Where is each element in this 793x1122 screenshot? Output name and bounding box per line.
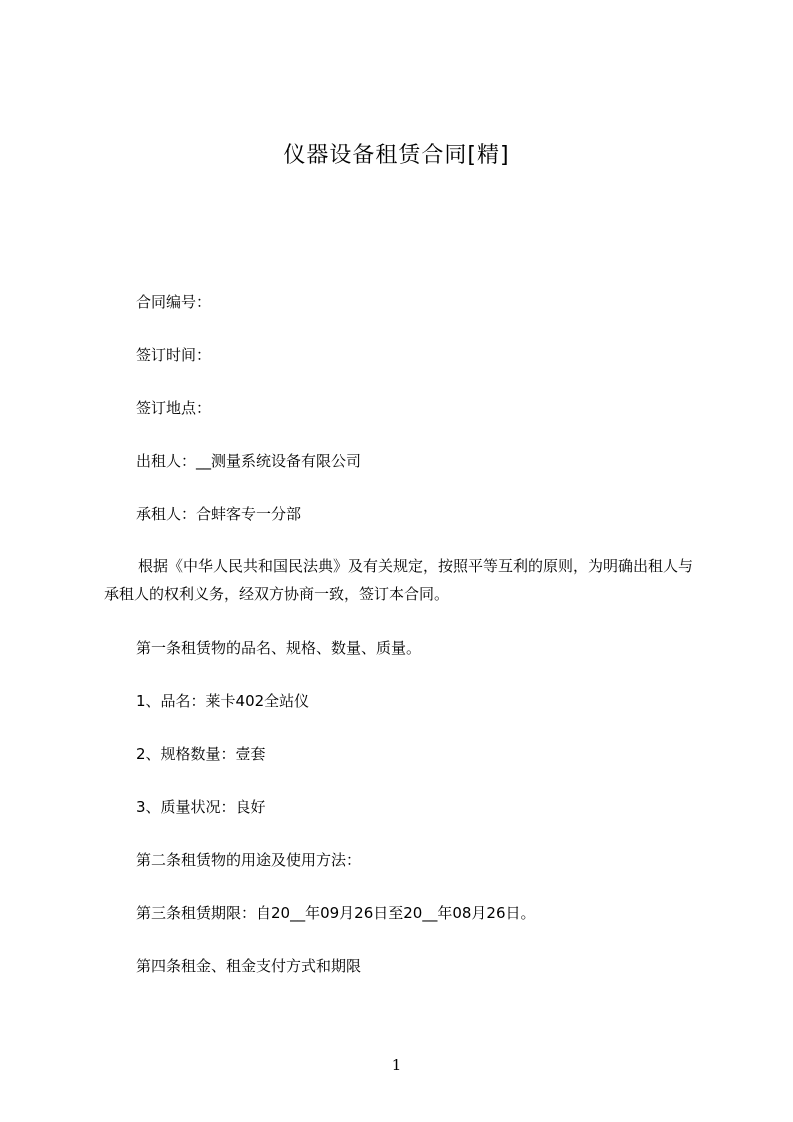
page-number: 1 (391, 1056, 402, 1074)
contract-number-line: 合同编号： (136, 293, 212, 311)
intro-paragraph: 根据《中华人民共和国民法典》及有关规定，按照平等互利的原则，为明确出租人与承租人的权利义务，经双方协商一致，签订本合同。 (104, 557, 694, 603)
clause-1-item-spec: 2、规格数量：壹套 (136, 745, 266, 763)
lessee-line: 承租人：合蚌客专一分部 (136, 505, 302, 523)
signing-time-line: 签订时间： (136, 346, 212, 364)
signing-place-line: 签订地点： (136, 399, 212, 417)
clause-4-heading: 第四条租金、租金支付方式和期限 (136, 957, 362, 975)
document-title: 仪器设备租赁合同[精] (283, 143, 510, 168)
clause-2-heading: 第二条租赁物的用途及使用方法： (136, 851, 362, 869)
lessor-line: 出租人：__测量系统设备有限公司 (136, 452, 362, 470)
clause-3-heading: 第三条租赁期限：自20__年09月26日至20__年08月26日。 (136, 904, 536, 922)
clause-1-item-quality: 3、质量状况：良好 (136, 798, 266, 816)
clause-1-heading: 第一条租赁物的品名、规格、数量、质量。 (136, 639, 422, 657)
clause-1-item-name: 1、品名：莱卡402全站仪 (136, 692, 310, 710)
